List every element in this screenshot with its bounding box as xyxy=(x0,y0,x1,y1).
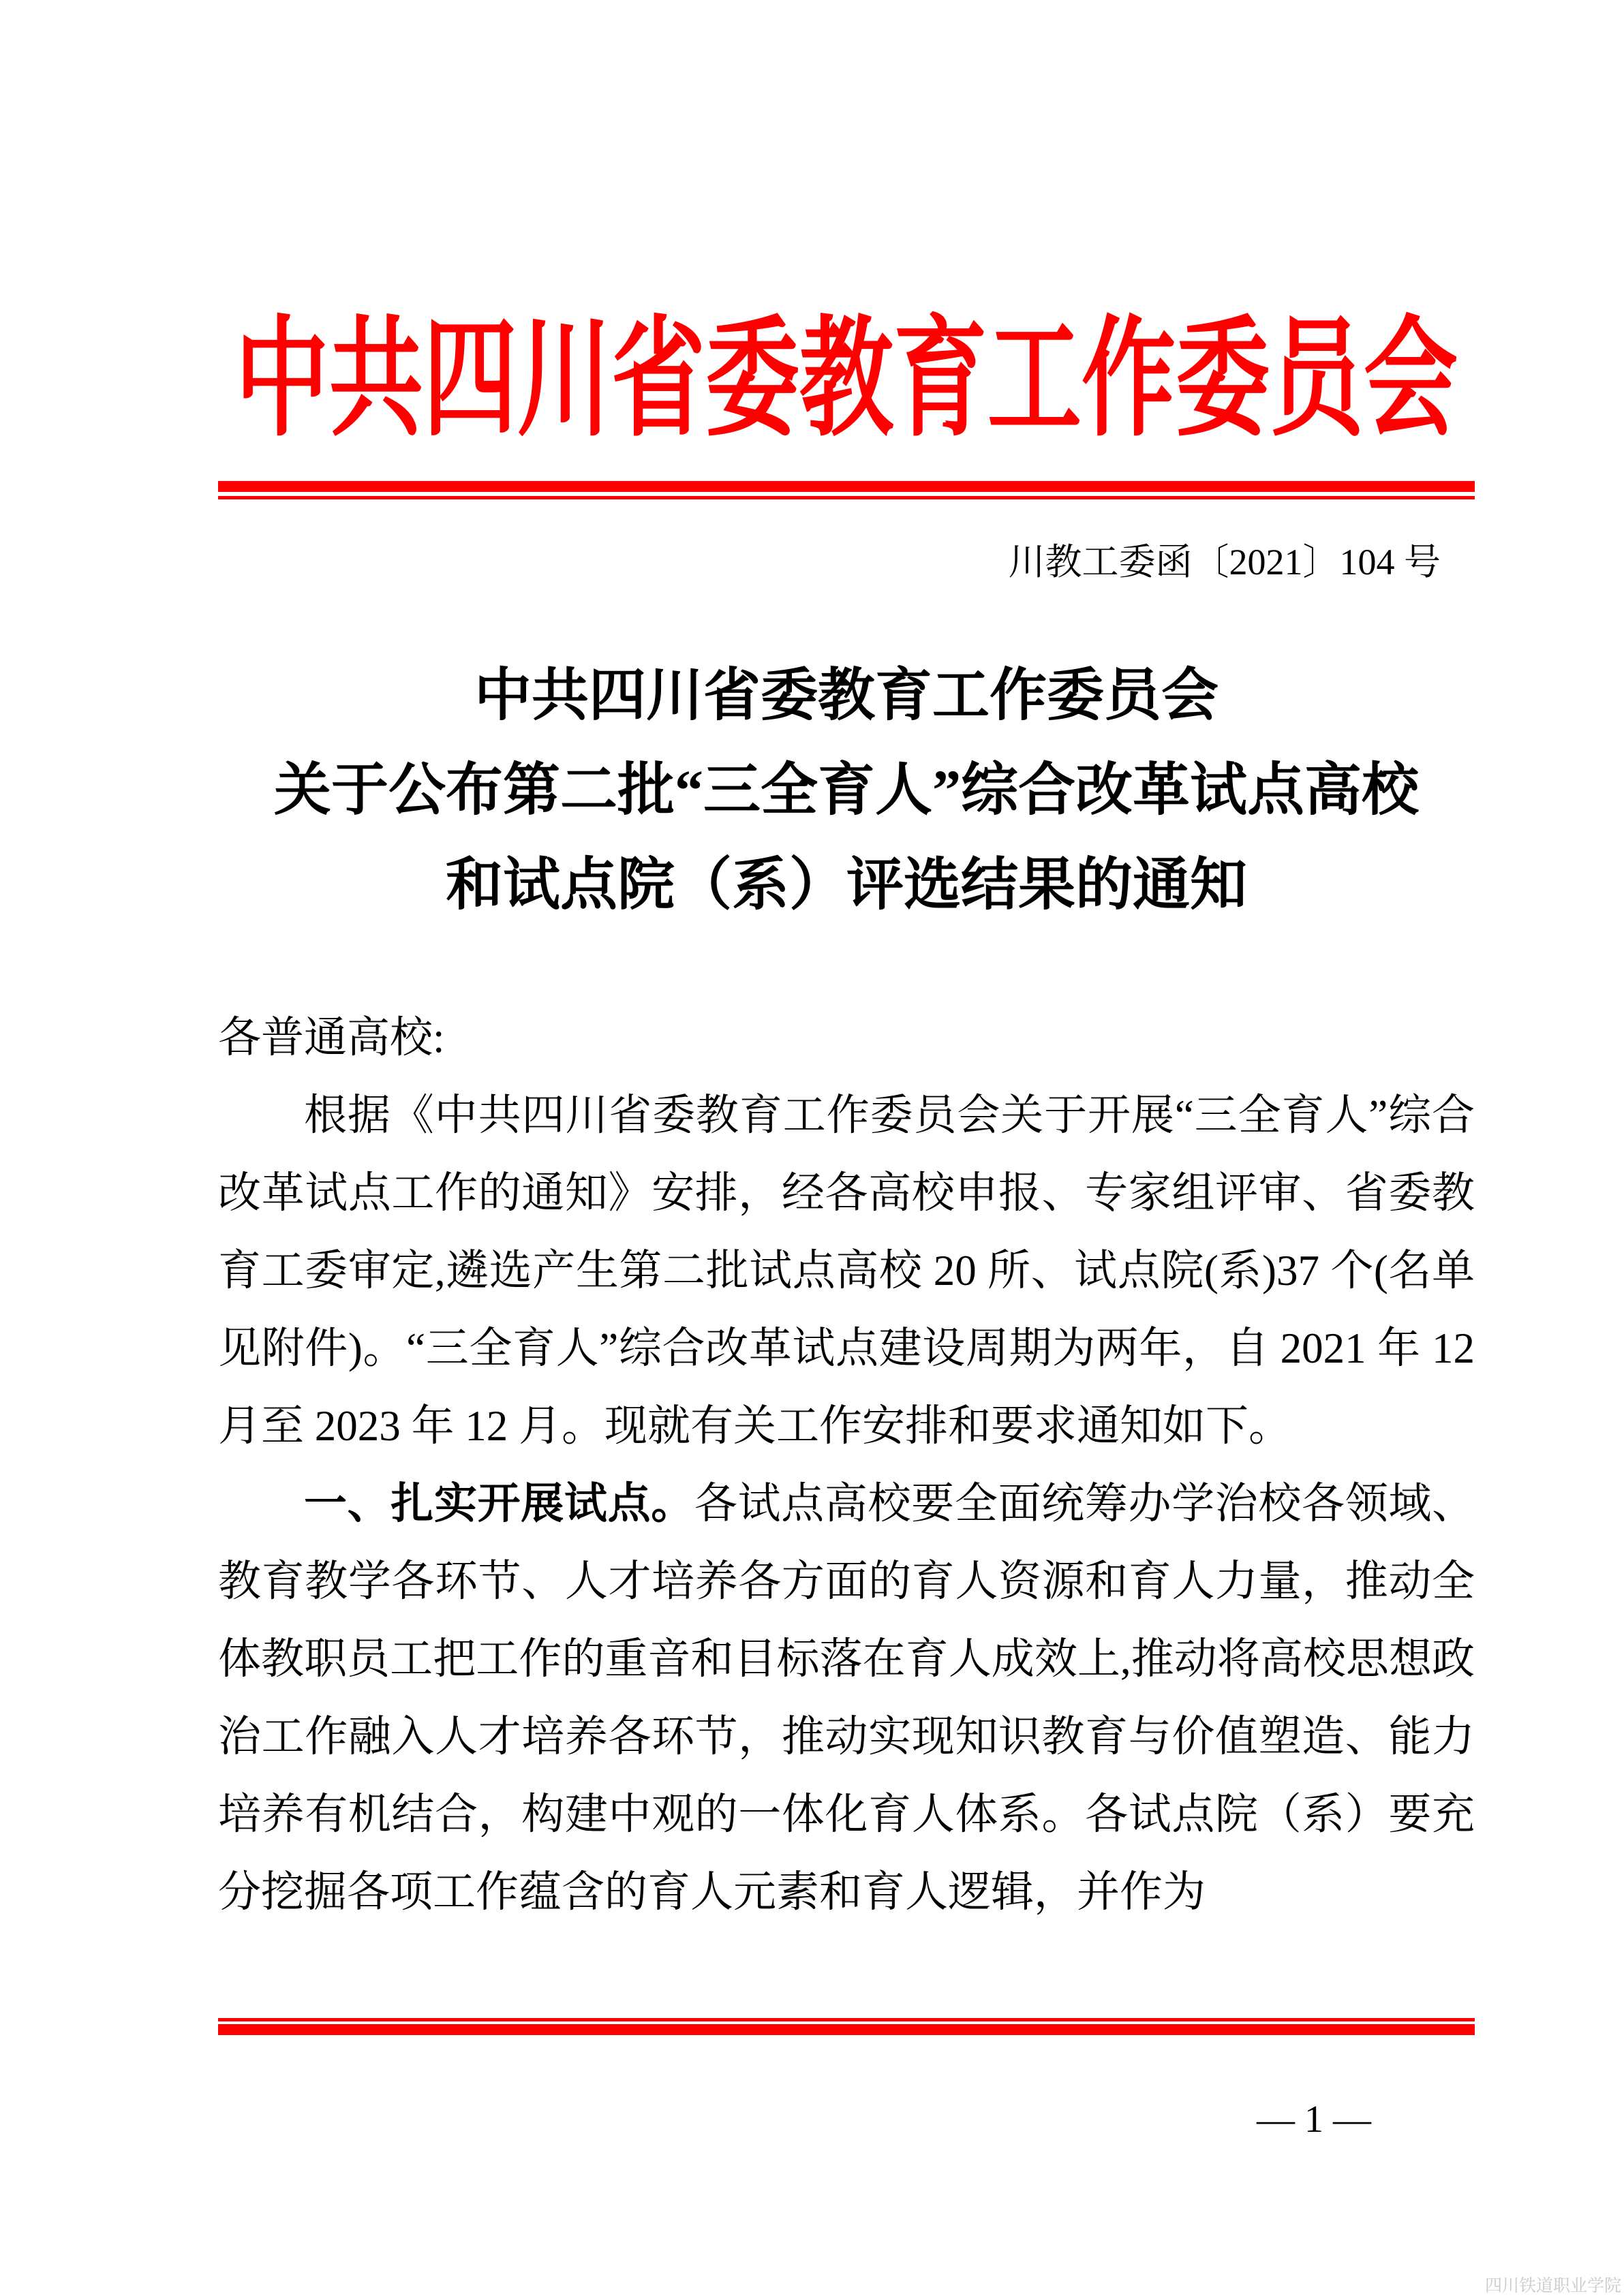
paragraph-2-heading: 一、扎实开展试点。 xyxy=(304,1480,694,1527)
notice-title xyxy=(218,649,1475,933)
letterhead xyxy=(218,307,1475,452)
paragraph-2 xyxy=(218,1465,1475,1931)
document-number: 川教工委函〔2021〕104 号 xyxy=(1008,542,1441,583)
header-separator-thin-line xyxy=(218,496,1475,499)
watermark: 四川铁道职业学院 xyxy=(1484,2276,1621,2295)
notice-title-line-1: 中共四川省委教育工作委员会 xyxy=(474,664,1219,728)
paragraph-2-text: 各试点高校要全面统筹办学治校各领域、教育教学各环节、人才培养各方面的育人资源和育人力量，推动全体教职员工把工作的重音和目标落在育人成效上,推动将高校思想政治工作融入人才培养各环节，推动实现知识教育与价值塑造、能力培养有机结合，构建中观的一体化育人体系。各试点院（系）要充分挖掘各项工作蕴含的育人元素和育人逻辑，并作为 xyxy=(218,1480,1475,1916)
paragraph-1 xyxy=(218,1076,1475,1465)
paragraph-1-text: 根据《中共四川省委教育工作委员会关于开展“三全育人”综合改革试点工作的通知》安排，经各高校申报、专家组评审、省委教育工委审定,遴选产生第二批试点高校 20 所、试点院(系)37 个(名单见附件)。“三全育人”综合改革试点建设周期为两年，自 2021 年 12 月至 2023 年 12 月。现就有关工作安排和要求通知如下。 xyxy=(218,1091,1475,1450)
page-number: — 1 — xyxy=(1257,2098,1371,2141)
notice-title-line-3: 和试点院（系）评选结果的通知 xyxy=(445,854,1247,917)
footer-separator-thin-line xyxy=(218,2018,1475,2021)
header-separator xyxy=(218,481,1475,499)
footer-separator xyxy=(218,2018,1475,2035)
footer-separator-thick-line xyxy=(218,2024,1475,2035)
notice-body xyxy=(218,999,1475,1931)
notice-title-line-2: 关于公布第二批“三全育人”综合改革试点高校 xyxy=(273,759,1419,822)
header-separator-thick-line xyxy=(218,481,1475,492)
salutation: 各普通高校: xyxy=(218,1014,445,1061)
letterhead-title: 中共四川省委教育工作委员会 xyxy=(234,307,1458,452)
